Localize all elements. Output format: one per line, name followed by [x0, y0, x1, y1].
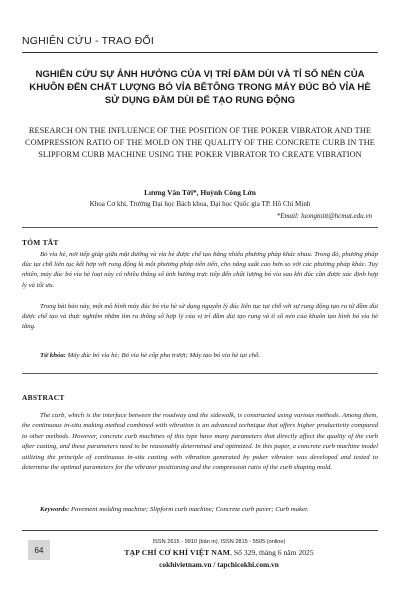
section-header: NGHIÊN CỨU - TRAO ĐỔI	[22, 35, 154, 47]
article-title-english: RESEARCH ON THE INFLUENCE OF THE POSITION OF THE POKER VIBRATOR AND THE COMPRESSION RATIO OF THE MOLD ON THE QUALITY OF THE CONCRETE CURB IN THE SLIPFORM CURB MACHINE USING THE POKER VIBRATOR TO CREATE VIBRATION	[25, 126, 375, 159]
keywords-vietnamese-list: Máy đúc bó vỉa hè; Bó vỉa hè cốp pha trượt; Máy tạo bó vỉa hè tại chỗ.	[65, 352, 261, 359]
abstract-english-paragraph: The curb, which is the interface between the roadway and the sidewalk, is constructed using various methods. Among them, the continuous in-situ making method combined with vibration is an advanced technique that offers higher productivity compared to other methods. However, concrete curb machines of this type have many parameters that directly affect the quality of the curb after casting, and these parameters need to be reasonably determined and optimized. In this paper, a concrete curb machine model utilizing the principle of continuous in-situ casting with vibration generated by poker vibrator was developed and tested to determine the optimal parameters for the vibrator positioning and the compression ratio of the curb shaping mold.	[22, 412, 378, 472]
issn-line: ISSN 2615 - 9910 (bản in), ISSN 2815 - 5505 (online)	[152, 539, 286, 545]
author-names: Lương Văn Tới*, Huỳnh Công Lớn	[144, 188, 256, 197]
keywords-english-list: Pavement molding machine; Slipform curb machine; Concrete curb paver; Curb maker.	[69, 506, 309, 513]
abstract-divider-middle	[22, 373, 378, 374]
header-divider	[22, 52, 378, 53]
abstract-heading-english: ABSTRACT	[22, 393, 65, 402]
author-affiliation: Khoa Cơ khí, Trường Đại học Bách khoa, Đại học Quốc gia TP. Hồ Chí Minh	[89, 200, 311, 208]
page-number: 64	[28, 540, 50, 560]
abstract-heading-vietnamese: TÓM TẮT	[22, 238, 59, 247]
footer-divider	[22, 530, 378, 531]
keywords-vietnamese-label: Từ khóa:	[40, 352, 66, 359]
journal-issue: , Số 329, tháng 6 năm 2025	[230, 548, 314, 557]
article-title-vietnamese: NGHIÊN CỨU SỰ ẢNH HƯỞNG CỦA VỊ TRÍ ĐẦM DÙI VÀ TỈ SỐ NÉN CỦA KHUÔN ĐẾN CHẤT LƯỢNG BÓ VỈA BÊTÔNG TRONG MÁY ĐÚC BÓ VỈA HÈ SỬ DỤNG ĐẦM DÙI ĐỂ TẠO RUNG ĐỘNG	[29, 69, 371, 106]
abstract-vietnamese-paragraph-1: Bó vỉa hè, nơi tiếp giáp giữa mặt đường và vỉa hè được chế tạo bằng nhiều phương pháp khác nhau. Trong đó, phương pháp đúc tại chỗ liên tục kết hợp với rung động là một phương pháp tiên tiến, cho năng suất cao hơn so với các phương pháp khác. Tuy nhiên, máy đúc bó vỉa hè loại này có nhiều thông số ảnh hưởng trực tiếp đến chất lượng bó vỉa sau khi đúc cần được xác định hợp lý và tối ưu.	[22, 251, 378, 289]
keywords-english-label: Keywords:	[40, 506, 70, 513]
keywords-english	[22, 505, 378, 515]
corresponding-email: *Email: luongtoitt@hcmut.edu.vn	[276, 212, 372, 220]
keywords-vietnamese	[22, 351, 378, 361]
journal-name: TẠP CHÍ CƠ KHÍ VIỆT NAM	[124, 548, 231, 557]
journal-line	[60, 548, 378, 557]
abstract-vietnamese-paragraph-2: Trong bài báo này, một mô hình máy đúc bó vỉa hè sử dụng nguyên lý đúc liên tục tại chỗ với sự rung động tạo ra từ đầm dùi được chế tạo và thực nghiệm nhằm tìm ra thông số hợp lý của vị trí đầm dùi tạo rung và tỉ số nén của khuôn tạo hình bó vỉa hè tăng.	[22, 303, 378, 331]
abstract-divider-top	[22, 227, 378, 228]
journal-websites[interactable]: cokhivietnam.vn / tapchicokhi.com.vn	[159, 560, 279, 569]
